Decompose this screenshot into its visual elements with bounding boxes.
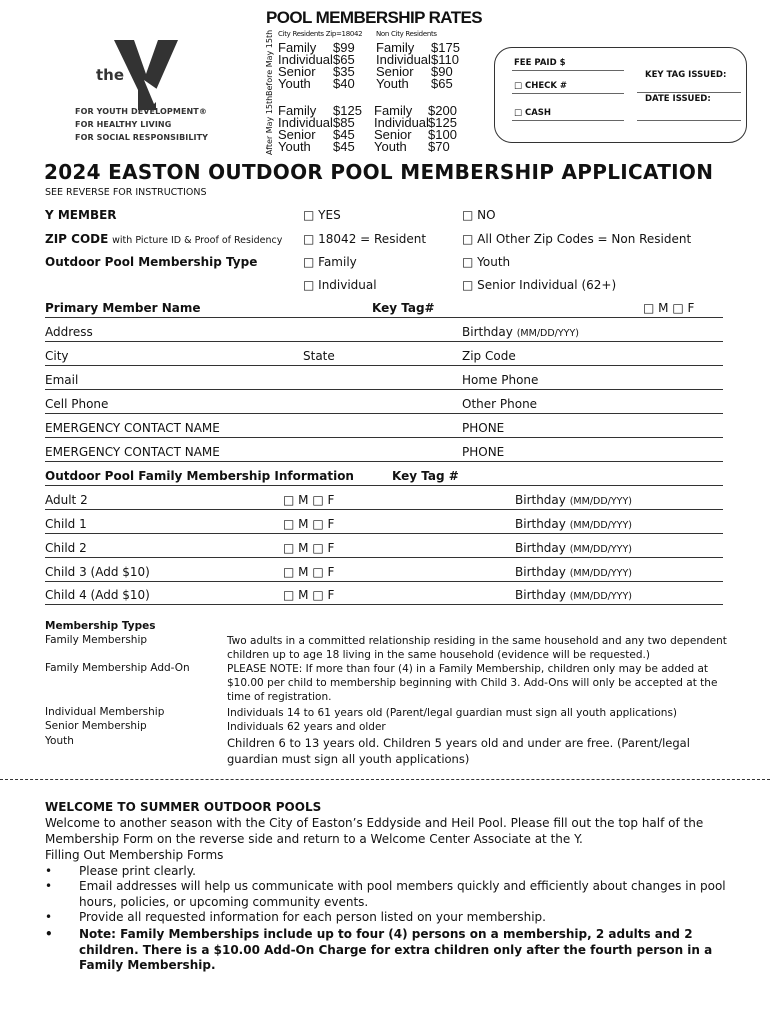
family-birthday-label: Birthday (MM/DD/YYY) (515, 588, 632, 602)
rate-after-city-youth: Youth $45 (278, 139, 355, 154)
rate-after-city-family: Family $125 (278, 103, 362, 118)
primary-name-line[interactable] (45, 317, 723, 318)
family-key-tag-label: Key Tag # (392, 469, 459, 483)
zip-label: Zip Code (462, 349, 516, 363)
fee-paid-label: FEE PAID $ (514, 58, 566, 68)
family-member-label: Adult 2 (45, 493, 88, 507)
y-member-yes-checkbox[interactable]: □ YES (303, 208, 341, 222)
welcome-heading: WELCOME TO SUMMER OUTDOOR POOLS (45, 800, 322, 814)
type-individual-checkbox[interactable]: □ Individual (303, 278, 377, 292)
rate-after-noncity-individual: Individual$125 (374, 115, 457, 130)
check-line[interactable] (512, 93, 624, 94)
family-birthday-label: Birthday (MM/DD/YYY) (515, 517, 632, 531)
family-gender-checkbox[interactable]: □ M □ F (283, 517, 335, 531)
email-line[interactable] (45, 389, 723, 390)
state-label: State (303, 349, 335, 363)
rate-before-city-senior: Senior $35 (278, 64, 355, 79)
type-senior-term: Senior Membership (45, 720, 147, 732)
membership-types-heading: Membership Types (45, 620, 156, 632)
family-info-label: Outdoor Pool Family Membership Information (45, 469, 354, 483)
form-title: 2024 EASTON OUTDOOR POOL MEMBERSHIP APPLICATION (44, 160, 714, 184)
family-row-line[interactable] (45, 533, 723, 534)
family-member-label: Child 1 (45, 517, 87, 531)
emergency-phone-1-label: PHONE (462, 421, 505, 435)
date-issued-label: DATE ISSUED: (645, 94, 711, 104)
logo-word: the (96, 66, 125, 84)
rate-after-noncity-youth: Youth $70 (374, 139, 450, 154)
see-reverse-note: SEE REVERSE FOR INSTRUCTIONS (45, 187, 207, 198)
type-youth-term: Youth (45, 735, 74, 747)
rate-before-noncity-senior: Senior $90 (376, 64, 453, 79)
y-member-label: Y MEMBER (45, 208, 117, 222)
fee-paid-line[interactable] (512, 70, 624, 71)
cell-phone-line[interactable] (45, 413, 723, 414)
home-phone-label: Home Phone (462, 373, 539, 387)
family-info-line[interactable] (45, 485, 723, 486)
address-line[interactable] (45, 341, 723, 342)
family-row-line[interactable] (45, 604, 723, 605)
family-gender-checkbox[interactable]: □ M □ F (283, 541, 335, 555)
rate-after-noncity-senior: Senior $100 (374, 127, 457, 142)
instruction-provide-info: Provide all requested information for each person listed on your membership. (79, 910, 546, 924)
noncity-residents-header: Non City Residents (376, 30, 437, 38)
type-individual-term: Individual Membership (45, 706, 165, 718)
filling-forms-heading: Filling Out Membership Forms (45, 848, 224, 862)
type-addon-term: Family Membership Add-On (45, 662, 190, 674)
type-senior-checkbox[interactable]: □ Senior Individual (62+) (462, 278, 617, 292)
rate-after-city-individual: Individual$85 (278, 115, 355, 130)
rate-before-city-family: Family $99 (278, 40, 355, 55)
rate-after-noncity-family: Family $200 (374, 103, 457, 118)
instruction-family-note: Note: Family Memberships include up to four (4) persons on a membership, 2 adults and 2 children. There is a $10.00 Add-On Charge for extra children only after the fourth person in a Family Membership. (79, 927, 713, 972)
family-row-line[interactable] (45, 581, 723, 582)
type-youth-checkbox[interactable]: □ Youth (462, 255, 511, 269)
bullet-icon: • (45, 910, 53, 924)
other-phone-label: Other Phone (462, 397, 538, 411)
email-label: Email (45, 373, 79, 387)
city-residents-header: City Residents Zip=18042 (278, 30, 363, 38)
check-label: □ CHECK # (514, 81, 568, 91)
membership-type-label: Outdoor Pool Membership Type (45, 255, 258, 269)
after-may-label: After May 15th (265, 95, 274, 155)
family-birthday-label: Birthday (MM/DD/YYY) (515, 541, 632, 555)
key-tag-issued-line[interactable] (637, 92, 741, 93)
cash-line[interactable] (512, 120, 624, 121)
emergency-contact-2-label: EMERGENCY CONTACT NAME (45, 445, 220, 459)
bullet-icon: • (45, 879, 53, 893)
cut-line-divider (0, 779, 770, 780)
emergency-phone-2-label: PHONE (462, 445, 505, 459)
date-issued-line[interactable] (637, 120, 741, 121)
family-member-label: Child 2 (45, 541, 87, 555)
rate-before-noncity-family: Family $175 (376, 40, 460, 55)
family-birthday-label: Birthday (MM/DD/YYY) (515, 493, 632, 507)
zip-resident-checkbox[interactable]: □ 18042 = Resident (303, 232, 427, 246)
rate-after-city-senior: Senior $45 (278, 127, 355, 142)
family-member-label: Child 3 (Add $10) (45, 565, 150, 579)
type-family-checkbox[interactable]: □ Family (303, 255, 357, 269)
type-youth-desc: Children 6 to 13 years old. Children 5 years old and under are free. (Parent/legal guardian must sign all youth applications) (227, 736, 690, 766)
welcome-line-2: Membership Form on the reverse side and return to a Welcome Center Associate at the Y. (45, 832, 583, 846)
before-may-label: Before May 15th (265, 29, 274, 96)
welcome-line-1: Welcome to another season with the City of Easton’s Eddyside and Heil Pool. Please fill out the top half of the (45, 816, 704, 830)
instruction-print-clearly: Please print clearly. (79, 864, 196, 878)
family-gender-checkbox[interactable]: □ M □ F (283, 565, 335, 579)
rate-before-noncity-individual: Individual$110 (376, 52, 459, 67)
type-family-desc: Two adults in a committed relationship residing in the same household and any two dependent children up to age 18 living in the same household (evidence will be requested.) (227, 635, 727, 662)
cell-phone-label: Cell Phone (45, 397, 109, 411)
primary-member-name-label: Primary Member Name (45, 301, 201, 315)
birthday-label: Birthday (MM/DD/YYY) (462, 325, 579, 339)
emergency-contact-1-label: EMERGENCY CONTACT NAME (45, 421, 220, 435)
rate-before-noncity-youth: Youth $65 (376, 76, 453, 91)
city-line[interactable] (45, 365, 723, 366)
bullet-icon: • (45, 864, 53, 878)
tagline-youth: FOR YOUTH DEVELOPMENT® (75, 107, 207, 116)
rates-title: POOL MEMBERSHIP RATES (266, 8, 482, 27)
family-row-line[interactable] (45, 557, 723, 558)
emergency-1-line[interactable] (45, 437, 723, 438)
family-row-line[interactable] (45, 509, 723, 510)
primary-key-tag-label: Key Tag# (372, 301, 435, 315)
rate-before-city-youth: Youth $40 (278, 76, 355, 91)
instruction-email: Email addresses will help us communicate with pool members quickly and efficiently about changes in pool hours, policies, or upcoming community events. (79, 879, 726, 909)
key-tag-issued-label: KEY TAG ISSUED: (645, 70, 727, 80)
type-senior-desc: Individuals 62 years and older (227, 721, 386, 733)
cash-label: □ CASH (514, 108, 552, 118)
zip-code-label: ZIP CODE with Picture ID & Proof of Residency (45, 232, 283, 246)
family-gender-checkbox[interactable]: □ M □ F (283, 493, 335, 507)
family-birthday-label: Birthday (MM/DD/YYY) (515, 565, 632, 579)
tagline-health: FOR HEALTHY LIVING (75, 120, 172, 129)
city-label: City (45, 349, 69, 363)
y-member-no-checkbox[interactable]: □ NO (462, 208, 496, 222)
type-family-term: Family Membership (45, 634, 148, 646)
bullet-icon: • (45, 927, 53, 941)
emergency-2-line[interactable] (45, 461, 723, 462)
type-individual-desc: Individuals 14 to 61 years old (Parent/legal guardian must sign all youth applications) (227, 707, 678, 719)
tagline-social: FOR SOCIAL RESPONSIBILITY (75, 133, 209, 142)
family-gender-checkbox[interactable]: □ M □ F (283, 588, 335, 602)
rate-before-city-individual: Individual$65 (278, 52, 355, 67)
primary-gender-checkbox[interactable]: □ M □ F (643, 301, 695, 315)
type-addon-desc: PLEASE NOTE: If more than four (4) in a Family Membership, children only may be added at $10.00 per child to membership beginning with Child 3. Add-Ons will only be accepted at the time of registration. (227, 663, 718, 704)
family-member-label: Child 4 (Add $10) (45, 588, 150, 602)
zip-nonresident-checkbox[interactable]: □ All Other Zip Codes = Non Resident (462, 232, 692, 246)
address-label: Address (45, 325, 93, 339)
